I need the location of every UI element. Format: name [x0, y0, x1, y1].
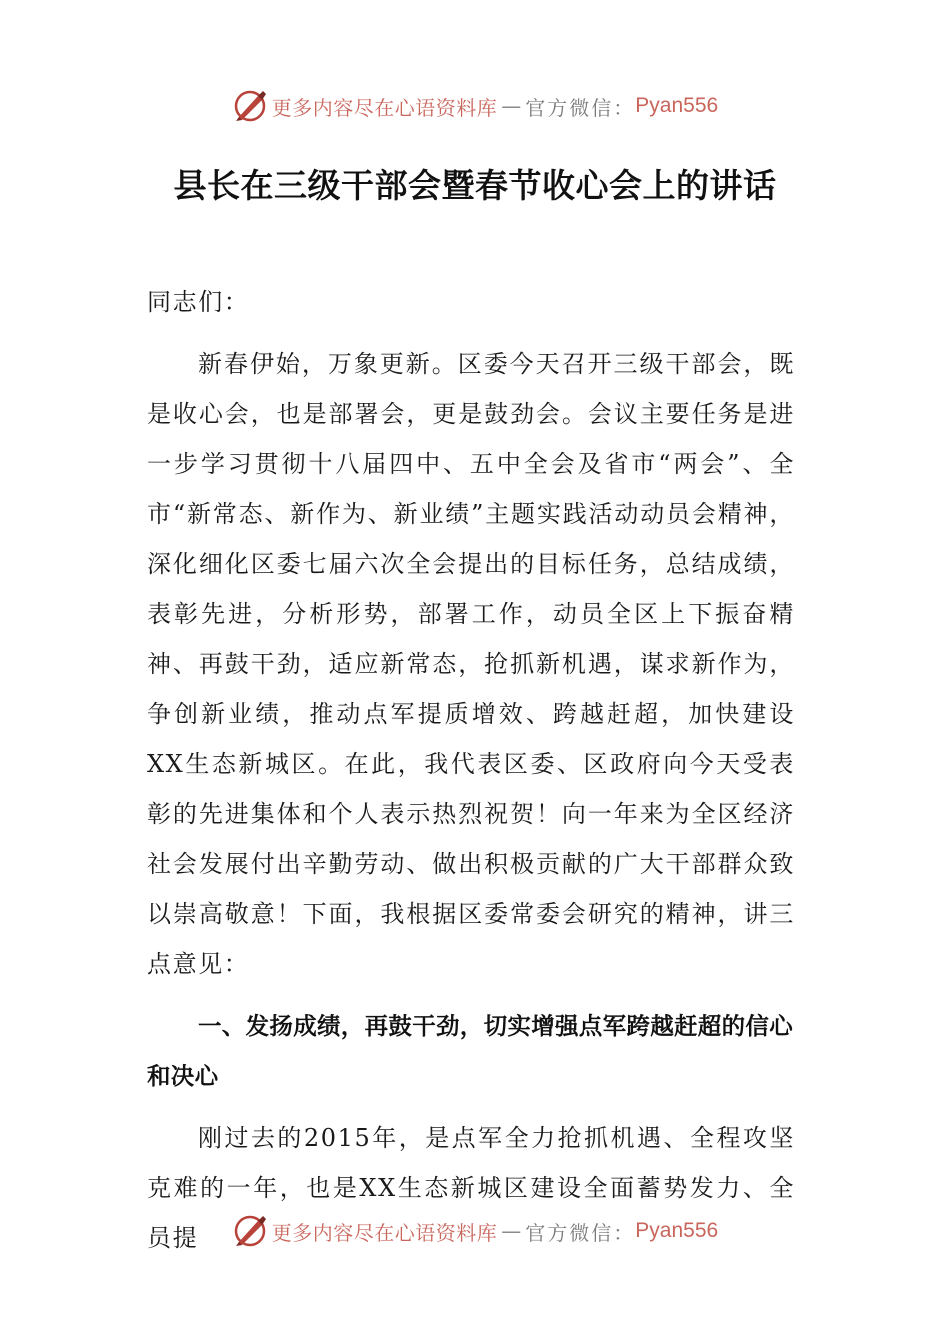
greeting: 同志们： — [147, 288, 250, 316]
pen-logo-icon — [232, 1213, 268, 1249]
watermark-text: 更多内容尽在心语资料库 — [271, 95, 498, 120]
watermark-text: 更多内容尽在心语资料库 — [271, 1220, 498, 1245]
watermark-separator: — — [501, 1219, 522, 1243]
section-paragraph: 刚过去的2015年，是点军全力抢抓机遇、全程攻坚克难的一年，也是XX生态新城区建设全面蓄势发力、全员提 — [147, 1124, 795, 1252]
section-heading: 一、发扬成绩，再鼓干劲，切实增强点军跨越赶超的信心和决心 — [147, 1012, 793, 1090]
watermark-separator: — — [501, 94, 522, 118]
watermark-wechat-id: Pyan556 — [635, 94, 719, 117]
header-watermark — [0, 86, 950, 126]
body-paragraph: 新春伊始，万象更新。区委今天召开三级干部会，既是收心会，也是部署会，更是鼓劲会。会议主要任务是进一步学习贯彻十八届四中、五中全会及省市“两会”、全市“新常态、新作为、新业绩”主题实践活动动员会精神，深化细化区委七届六次全会提出的目标任务，总结成绩，表彰先进，分析形势，部署工作，动员全区上下振奋精神、再鼓干劲，适应新常态，抢抓新机遇，谋求新作为，争创新业绩，推动点军提质增效、跨越赶超，加快建设XX生态新城区。在此，我代表区委、区政府向今天受表彰的先进集体和个人表示热烈祝贺！向一年来为全区经济社会发展付出辛勤劳动、做出积极贡献的广大干部群众致以崇高敬意！下面，我根据区委常委会研究的精神，讲三点意见： — [147, 350, 795, 978]
watermark-label: 官方微信： — [525, 1220, 636, 1245]
pen-logo-icon — [232, 88, 268, 124]
watermark-label: 官方微信： — [525, 95, 636, 120]
watermark-wechat-id: Pyan556 — [635, 1219, 719, 1242]
document-body — [147, 277, 795, 1275]
footer-watermark — [0, 1211, 950, 1251]
document-title: 县长在三级干部会暨春节收心会上的讲话 — [173, 166, 777, 205]
